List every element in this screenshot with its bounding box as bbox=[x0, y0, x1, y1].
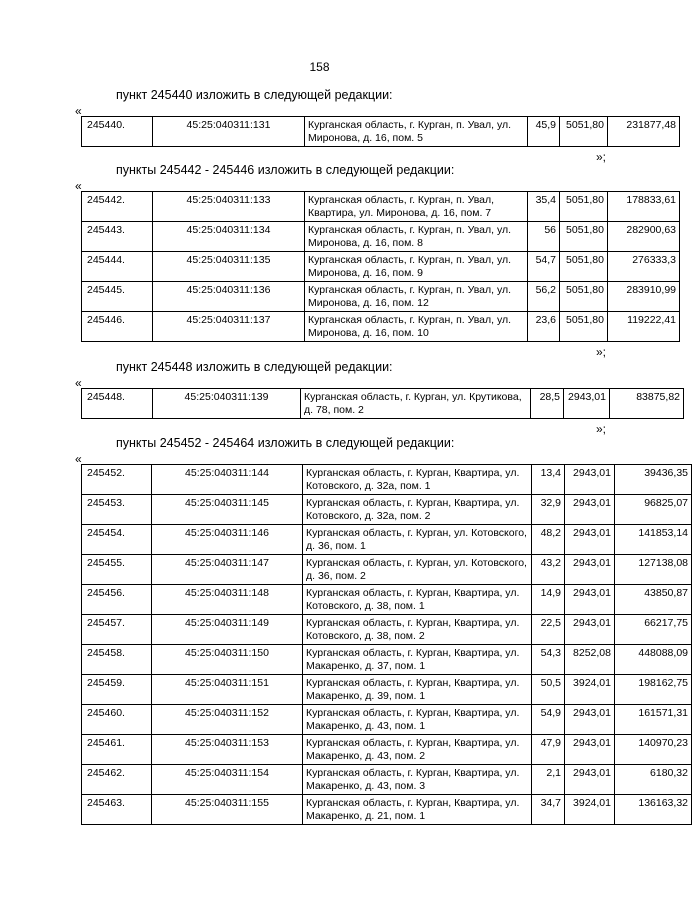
item-number-cell: 245452. bbox=[82, 465, 152, 495]
opening-quote: « bbox=[75, 452, 82, 466]
table-row bbox=[82, 495, 692, 525]
section-heading: пункт 245440 изложить в следующей редакции: bbox=[116, 88, 393, 102]
area-cell: 54,7 bbox=[528, 252, 560, 282]
item-number-cell: 245445. bbox=[82, 282, 153, 312]
amendment-table bbox=[81, 191, 680, 342]
area-cell: 35,4 bbox=[528, 192, 560, 222]
item-number-cell: 245453. bbox=[82, 495, 152, 525]
cadastral-number-cell: 45:25:040311:150 bbox=[152, 645, 303, 675]
area-cell: 54,9 bbox=[532, 705, 565, 735]
sum-cell: 39436,35 bbox=[615, 465, 692, 495]
sum-cell: 276333,3 bbox=[608, 252, 680, 282]
rate-cell: 2943,01 bbox=[565, 705, 615, 735]
cadastral-number-cell: 45:25:040311:155 bbox=[152, 795, 303, 825]
rate-cell: 3924,01 bbox=[565, 795, 615, 825]
opening-quote: « bbox=[75, 104, 82, 118]
address-cell: Курганская область, г. Курган, п. Увал, ул. Миронова, д. 16, пом. 12 bbox=[305, 282, 528, 312]
rate-cell: 5051,80 bbox=[560, 282, 608, 312]
address-cell: Курганская область, г. Курган, Квартира, ул. Макаренко, д. 43, пом. 2 bbox=[303, 735, 532, 765]
sum-cell: 43850,87 bbox=[615, 585, 692, 615]
rate-cell: 2943,01 bbox=[565, 525, 615, 555]
table-row bbox=[82, 585, 692, 615]
table-row bbox=[82, 389, 684, 419]
rate-cell: 2943,01 bbox=[565, 555, 615, 585]
area-cell: 22,5 bbox=[532, 615, 565, 645]
closing-quote: »; bbox=[596, 345, 607, 359]
table-row bbox=[82, 675, 692, 705]
area-cell: 28,5 bbox=[531, 389, 564, 419]
item-number-cell: 245457. bbox=[82, 615, 152, 645]
area-cell: 56 bbox=[528, 222, 560, 252]
table-row bbox=[82, 765, 692, 795]
sum-cell: 161571,31 bbox=[615, 705, 692, 735]
area-cell: 54,3 bbox=[532, 645, 565, 675]
address-cell: Курганская область, г. Курган, Квартира, ул. Котовского, д. 32а, пом. 1 bbox=[303, 465, 532, 495]
closing-quote: »; bbox=[596, 150, 607, 164]
sum-cell: 448088,09 bbox=[615, 645, 692, 675]
table-row bbox=[82, 117, 680, 147]
cadastral-number-cell: 45:25:040311:153 bbox=[152, 735, 303, 765]
table-row bbox=[82, 465, 692, 495]
cadastral-number-cell: 45:25:040311:145 bbox=[152, 495, 303, 525]
sum-cell: 6180,32 bbox=[615, 765, 692, 795]
table-row bbox=[82, 795, 692, 825]
table-row bbox=[82, 555, 692, 585]
address-cell: Курганская область, г. Курган, Квартира, ул. Макаренко, д. 43, пом. 3 bbox=[303, 765, 532, 795]
rate-cell: 8252,08 bbox=[565, 645, 615, 675]
address-cell: Курганская область, г. Курган, п. Увал, ул. Миронова, д. 16, пом. 9 bbox=[305, 252, 528, 282]
sum-cell: 83875,82 bbox=[610, 389, 684, 419]
rate-cell: 5051,80 bbox=[560, 312, 608, 342]
table-row bbox=[82, 282, 680, 312]
sum-cell: 283910,99 bbox=[608, 282, 680, 312]
address-cell: Курганская область, г. Курган, Квартира, ул. Котовского, д. 32а, пом. 2 bbox=[303, 495, 532, 525]
rate-cell: 5051,80 bbox=[560, 252, 608, 282]
amendment-table bbox=[81, 388, 684, 419]
cadastral-number-cell: 45:25:040311:151 bbox=[152, 675, 303, 705]
address-cell: Курганская область, г. Курган, п. Увал, Квартира, ул. Миронова, д. 16, пом. 7 bbox=[305, 192, 528, 222]
item-number-cell: 245454. bbox=[82, 525, 152, 555]
cadastral-number-cell: 45:25:040311:146 bbox=[152, 525, 303, 555]
item-number-cell: 245443. bbox=[82, 222, 153, 252]
item-number-cell: 245462. bbox=[82, 765, 152, 795]
item-number-cell: 245456. bbox=[82, 585, 152, 615]
amendment-table bbox=[81, 116, 680, 147]
item-number-cell: 245459. bbox=[82, 675, 152, 705]
cadastral-number-cell: 45:25:040311:152 bbox=[152, 705, 303, 735]
rate-cell: 5051,80 bbox=[560, 192, 608, 222]
table-row bbox=[82, 222, 680, 252]
rate-cell: 2943,01 bbox=[565, 495, 615, 525]
area-cell: 23,6 bbox=[528, 312, 560, 342]
table-row bbox=[82, 312, 680, 342]
sum-cell: 282900,63 bbox=[608, 222, 680, 252]
address-cell: Курганская область, г. Курган, п. Увал, ул. Миронова, д. 16, пом. 5 bbox=[305, 117, 528, 147]
area-cell: 48,2 bbox=[532, 525, 565, 555]
section-heading: пункты 245442 - 245446 изложить в следующей редакции: bbox=[116, 163, 455, 177]
item-number-cell: 245442. bbox=[82, 192, 153, 222]
address-cell: Курганская область, г. Курган, ул. Котовского, д. 36, пом. 2 bbox=[303, 555, 532, 585]
sum-cell: 140970,23 bbox=[615, 735, 692, 765]
sum-cell: 96825,07 bbox=[615, 495, 692, 525]
sum-cell: 231877,48 bbox=[608, 117, 680, 147]
rate-cell: 2943,01 bbox=[565, 615, 615, 645]
cadastral-number-cell: 45:25:040311:134 bbox=[153, 222, 305, 252]
table-row bbox=[82, 645, 692, 675]
page-number: 158 bbox=[309, 60, 330, 74]
rate-cell: 2943,01 bbox=[564, 389, 610, 419]
address-cell: Курганская область, г. Курган, Квартира, ул. Макаренко, д. 21, пом. 1 bbox=[303, 795, 532, 825]
address-cell: Курганская область, г. Курган, ул. Крутикова, д. 78, пом. 2 bbox=[301, 389, 531, 419]
sum-cell: 119222,41 bbox=[608, 312, 680, 342]
address-cell: Курганская область, г. Курган, Квартира, ул. Котовского, д. 38, пом. 1 bbox=[303, 585, 532, 615]
rate-cell: 2943,01 bbox=[565, 585, 615, 615]
item-number-cell: 245461. bbox=[82, 735, 152, 765]
rate-cell: 2943,01 bbox=[565, 465, 615, 495]
table-row bbox=[82, 735, 692, 765]
area-cell: 13,4 bbox=[532, 465, 565, 495]
address-cell: Курганская область, г. Курган, п. Увал, ул. Миронова, д. 16, пом. 10 bbox=[305, 312, 528, 342]
item-number-cell: 245458. bbox=[82, 645, 152, 675]
cadastral-number-cell: 45:25:040311:133 bbox=[153, 192, 305, 222]
table-row bbox=[82, 525, 692, 555]
opening-quote: « bbox=[75, 376, 82, 390]
item-number-cell: 245444. bbox=[82, 252, 153, 282]
area-cell: 56,2 bbox=[528, 282, 560, 312]
table-row bbox=[82, 252, 680, 282]
address-cell: Курганская область, г. Курган, п. Увал, ул. Миронова, д. 16, пом. 8 bbox=[305, 222, 528, 252]
rate-cell: 3924,01 bbox=[565, 675, 615, 705]
table-row bbox=[82, 705, 692, 735]
item-number-cell: 245446. bbox=[82, 312, 153, 342]
area-cell: 14,9 bbox=[532, 585, 565, 615]
rate-cell: 2943,01 bbox=[565, 765, 615, 795]
cadastral-number-cell: 45:25:040311:148 bbox=[152, 585, 303, 615]
area-cell: 45,9 bbox=[528, 117, 560, 147]
area-cell: 43,2 bbox=[532, 555, 565, 585]
table-row bbox=[82, 615, 692, 645]
item-number-cell: 245440. bbox=[82, 117, 153, 147]
sum-cell: 141853,14 bbox=[615, 525, 692, 555]
area-cell: 47,9 bbox=[532, 735, 565, 765]
address-cell: Курганская область, г. Курган, Квартира, ул. Макаренко, д. 37, пом. 1 bbox=[303, 645, 532, 675]
item-number-cell: 245460. bbox=[82, 705, 152, 735]
cadastral-number-cell: 45:25:040311:149 bbox=[152, 615, 303, 645]
area-cell: 2,1 bbox=[532, 765, 565, 795]
rate-cell: 2943,01 bbox=[565, 735, 615, 765]
amendment-table bbox=[81, 464, 692, 825]
cadastral-number-cell: 45:25:040311:154 bbox=[152, 765, 303, 795]
sum-cell: 198162,75 bbox=[615, 675, 692, 705]
cadastral-number-cell: 45:25:040311:137 bbox=[153, 312, 305, 342]
area-cell: 34,7 bbox=[532, 795, 565, 825]
cadastral-number-cell: 45:25:040311:135 bbox=[153, 252, 305, 282]
address-cell: Курганская область, г. Курган, ул. Котовского, д. 36, пом. 1 bbox=[303, 525, 532, 555]
address-cell: Курганская область, г. Курган, Квартира, ул. Макаренко, д. 43, пом. 1 bbox=[303, 705, 532, 735]
cadastral-number-cell: 45:25:040311:136 bbox=[153, 282, 305, 312]
address-cell: Курганская область, г. Курган, Квартира, ул. Макаренко, д. 39, пом. 1 bbox=[303, 675, 532, 705]
closing-quote: »; bbox=[596, 422, 607, 436]
section-heading: пункт 245448 изложить в следующей редакции: bbox=[116, 360, 393, 374]
cadastral-number-cell: 45:25:040311:131 bbox=[153, 117, 305, 147]
cadastral-number-cell: 45:25:040311:139 bbox=[153, 389, 301, 419]
area-cell: 32,9 bbox=[532, 495, 565, 525]
cadastral-number-cell: 45:25:040311:144 bbox=[152, 465, 303, 495]
rate-cell: 5051,80 bbox=[560, 117, 608, 147]
cadastral-number-cell: 45:25:040311:147 bbox=[152, 555, 303, 585]
item-number-cell: 245448. bbox=[82, 389, 153, 419]
sum-cell: 66217,75 bbox=[615, 615, 692, 645]
item-number-cell: 245463. bbox=[82, 795, 152, 825]
area-cell: 50,5 bbox=[532, 675, 565, 705]
rate-cell: 5051,80 bbox=[560, 222, 608, 252]
sum-cell: 178833,61 bbox=[608, 192, 680, 222]
address-cell: Курганская область, г. Курган, Квартира, ул. Котовского, д. 38, пом. 2 bbox=[303, 615, 532, 645]
item-number-cell: 245455. bbox=[82, 555, 152, 585]
table-row bbox=[82, 192, 680, 222]
section-heading: пункты 245452 - 245464 изложить в следующей редакции: bbox=[116, 436, 455, 450]
opening-quote: « bbox=[75, 179, 82, 193]
sum-cell: 136163,32 bbox=[615, 795, 692, 825]
sum-cell: 127138,08 bbox=[615, 555, 692, 585]
